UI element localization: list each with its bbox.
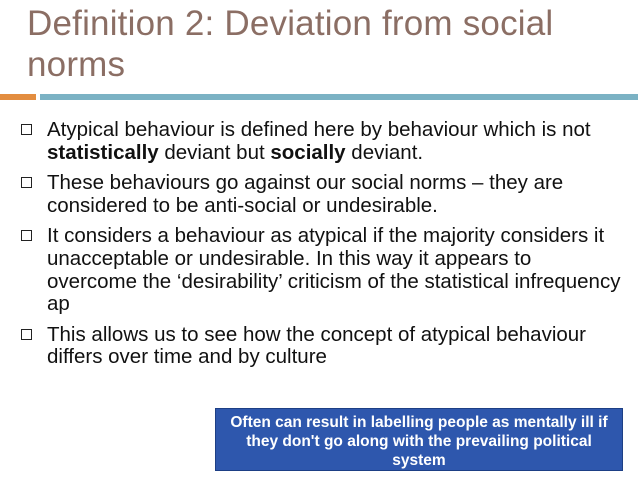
bold-run: socially <box>270 140 346 164</box>
bullet-text <box>47 118 591 164</box>
accent-bar-blue <box>40 94 638 100</box>
bullet-item <box>16 172 626 217</box>
accent-bar-orange <box>0 94 36 100</box>
checkbox-bullet-icon <box>21 124 32 135</box>
text-run: Atypical behaviour is defined here by behaviour which is not <box>47 118 591 141</box>
bullet-text: It considers a behaviour as atypical if the majority considers it unacceptable or undesirable. In this way it appears to overcome the ‘desirability’ criticism of the statistical infrequency ap <box>47 224 621 316</box>
bullet-item <box>16 324 626 369</box>
bullet-text: These behaviours go against our social norms – they are considered to be anti-social or undesirable. <box>47 171 564 217</box>
bold-run: statistically <box>47 140 159 164</box>
checkbox-bullet-icon <box>21 329 32 340</box>
bullet-list <box>16 119 626 377</box>
bullet-text: This allows us to see how the concept of atypical behaviour differs over time and by culture <box>47 322 586 369</box>
bullet-item <box>16 119 626 164</box>
checkbox-bullet-icon <box>21 177 32 188</box>
text-run: deviant but <box>158 140 271 164</box>
bullet-item <box>16 225 626 315</box>
callout-box: Often can result in labelling people as mentally ill if they don't go along with the prevailing political system <box>215 408 623 471</box>
slide-title: Definition 2: Deviation from social norms <box>27 4 554 84</box>
checkbox-bullet-icon <box>21 230 32 241</box>
text-run: deviant. <box>345 140 424 164</box>
